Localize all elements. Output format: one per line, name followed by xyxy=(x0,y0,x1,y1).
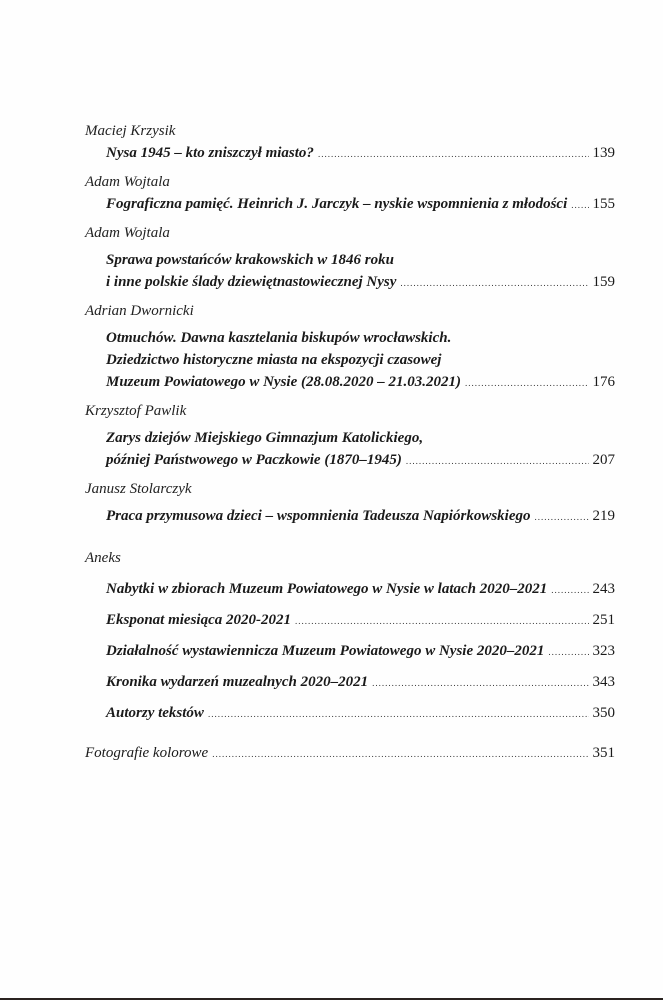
toc-title: Otmuchów. Dawna kasztelania biskupów wrocławskich. xyxy=(106,330,452,346)
toc-line xyxy=(106,505,615,527)
toc-line xyxy=(85,742,615,764)
dot-leader xyxy=(372,672,588,694)
toc-entry[interactable] xyxy=(106,702,615,724)
dot-leader xyxy=(295,610,588,632)
toc-entry[interactable] xyxy=(106,327,615,393)
toc-title: Sprawa powstańców krakowskich w 1846 roku xyxy=(106,252,394,268)
dot-leader xyxy=(400,272,588,294)
toc-author: Adam Wojtala xyxy=(85,174,170,190)
toc-page-number: 155 xyxy=(592,196,615,212)
toc-title: Zarys dziejów Miejskiego Gimnazjum Katolickiego, xyxy=(106,430,424,446)
toc-line xyxy=(106,609,615,631)
aneks-heading: Aneks xyxy=(85,550,121,566)
toc-title: Autorzy tekstów xyxy=(106,705,204,721)
toc-section xyxy=(85,300,615,393)
toc-title: Fotografie kolorowe xyxy=(85,745,209,761)
toc-entry[interactable] xyxy=(106,578,615,600)
toc-line xyxy=(106,349,615,371)
toc-line xyxy=(106,271,615,293)
toc-line xyxy=(106,449,615,471)
toc-title: Działalność wystawiennicza Muzeum Powiatowego w Nysie 2020–2021 xyxy=(106,643,545,659)
toc-title: i inne polskie ślady dziewiętnastowiecznej Nysy xyxy=(106,274,397,290)
toc-entry[interactable] xyxy=(106,249,615,293)
dot-leader xyxy=(406,450,589,472)
toc-line xyxy=(106,702,615,724)
toc-page-number: 207 xyxy=(592,452,615,468)
toc-title: Dziedzictwo historyczne miasta na ekspozycji czasowej xyxy=(106,352,442,368)
toc-author: Maciej Krzysik xyxy=(85,123,176,139)
toc-line xyxy=(106,640,615,662)
toc-title: Nysa 1945 – kto zniszczył miasto? xyxy=(106,145,314,161)
toc-author: Adam Wojtala xyxy=(85,225,170,241)
toc-page-number: 323 xyxy=(592,643,615,659)
toc-title: później Państwowego w Paczkowie (1870–1945) xyxy=(106,452,402,468)
toc-title: Nabytki w zbiorach Muzeum Powiatowego w Nysie w latach 2020–2021 xyxy=(106,581,548,597)
toc-line xyxy=(106,578,615,600)
toc-entry[interactable] xyxy=(106,427,615,471)
toc-author: Janusz Stolarczyk xyxy=(85,481,192,497)
toc-entry[interactable] xyxy=(106,193,615,215)
toc-line xyxy=(106,327,615,349)
toc-section xyxy=(85,400,615,471)
dot-leader xyxy=(212,743,588,765)
dot-leader xyxy=(571,194,588,216)
toc-entry[interactable] xyxy=(106,640,615,662)
toc-entry-photos[interactable] xyxy=(85,742,615,764)
toc-page-number: 219 xyxy=(592,508,615,524)
dot-leader xyxy=(208,703,589,725)
toc-page-number: 139 xyxy=(592,145,615,161)
toc-page-number: 351 xyxy=(592,745,615,761)
toc-title: Praca przymusowa dzieci – wspomnienia Tadeusza Napiórkowskiego xyxy=(106,508,531,524)
toc-entry[interactable] xyxy=(106,609,615,631)
toc-line xyxy=(106,671,615,693)
toc-section xyxy=(85,120,615,164)
toc-title: Muzeum Powiatowego w Nysie (28.08.2020 – 21.03.2021) xyxy=(106,374,461,390)
toc-line xyxy=(106,427,615,449)
dot-leader xyxy=(465,372,589,394)
dot-leader xyxy=(548,641,588,663)
toc-section xyxy=(85,478,615,527)
toc-line xyxy=(106,142,615,164)
dot-leader xyxy=(318,143,589,165)
toc-aneks-section xyxy=(85,547,615,724)
toc-page-number: 251 xyxy=(592,612,615,628)
toc-page-number: 176 xyxy=(592,374,615,390)
toc-title: Fograficzna pamięć. Heinrich J. Jarczyk – nyskie wspomnienia z młodości xyxy=(106,196,568,212)
toc-author: Krzysztof Pawlik xyxy=(85,403,187,419)
table-of-contents xyxy=(85,120,615,764)
toc-entry[interactable] xyxy=(106,142,615,164)
toc-page-number: 159 xyxy=(592,274,615,290)
toc-page-number: 350 xyxy=(592,705,615,721)
toc-title: Eksponat miesiąca 2020-2021 xyxy=(106,612,292,628)
toc-line xyxy=(106,249,615,271)
toc-section xyxy=(85,222,615,293)
toc-entry[interactable] xyxy=(106,505,615,527)
toc-title: Kronika wydarzeń muzealnych 2020–2021 xyxy=(106,674,369,690)
toc-page-number: 243 xyxy=(592,581,615,597)
dot-leader xyxy=(534,506,588,528)
toc-entry[interactable] xyxy=(106,671,615,693)
toc-line xyxy=(106,371,615,393)
toc-line xyxy=(106,193,615,215)
toc-author: Adrian Dwornicki xyxy=(85,303,194,319)
toc-section xyxy=(85,171,615,215)
dot-leader xyxy=(551,579,588,601)
toc-page-number: 343 xyxy=(592,674,615,690)
